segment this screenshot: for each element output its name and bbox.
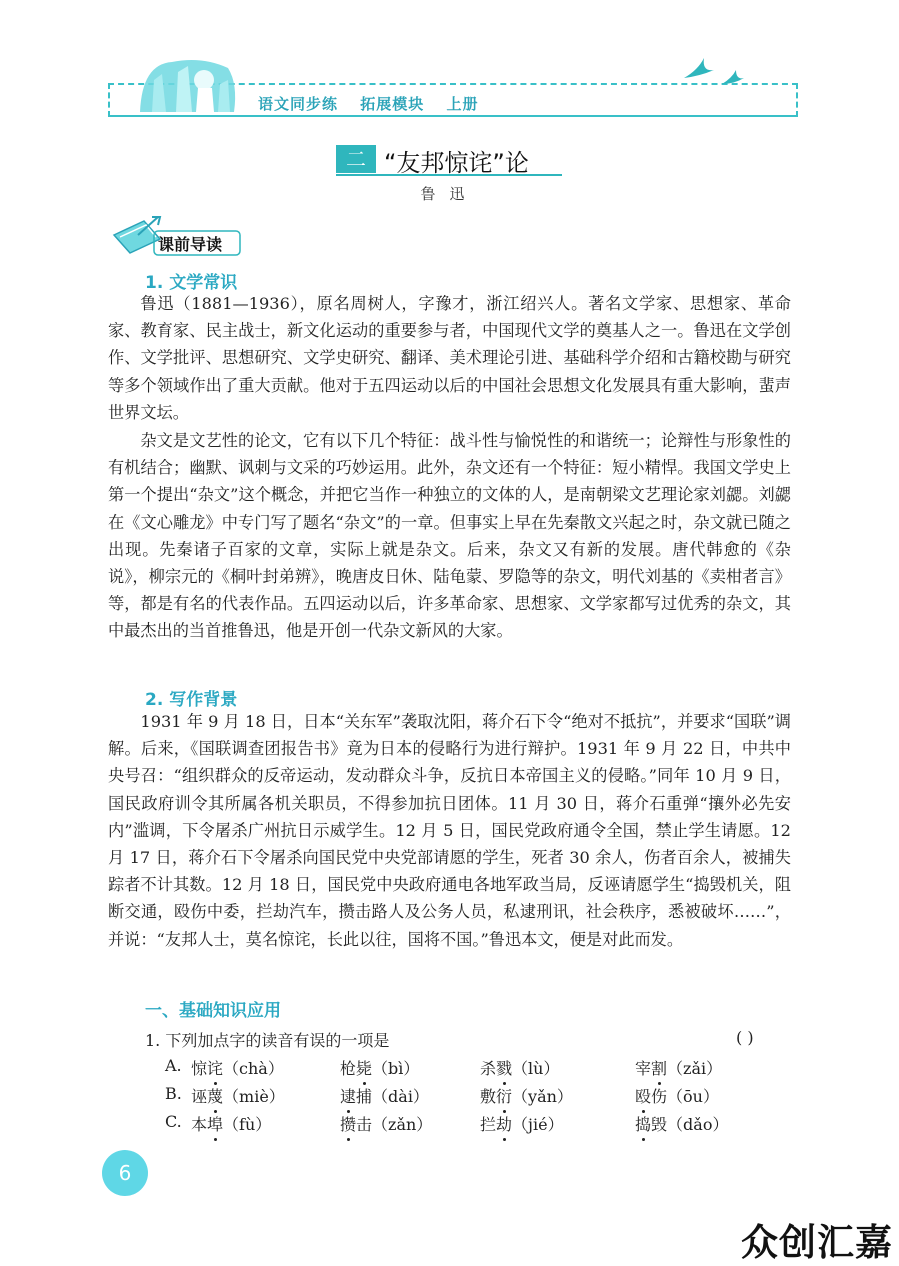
answer-blank[interactable]: ( ): [736, 1028, 754, 1047]
lesson-title-text: “友邦惊诧”论: [384, 149, 529, 177]
option-item: 杀戮（lù）: [480, 1056, 559, 1079]
paragraph: 1931 年 9 月 18 日，日本“关东军”袭取沈阳，蒋介石下令“绝对不抵抗”，并要求“国联”调解。后来，《国联调查团报告书》竟为日本的侵略行为进行辩护。1931 年 9 月 22 日，中共中央号召：“组织群众的反帝运动，发动群众斗争，反抗日本帝国主义的侵略。”同年 10 月 9 日，国民政府训令其所属各机关职员，不得参加抗日团体。11 月 30 日，蒋介石重弹“攘外必先安内”滥调，下令屠杀广州抗日示威学生。12 月 5 日，国民党政府通令全国，禁止学生请愿。12 月 17 日，蒋介石下令屠杀向国民党中央党部请愿的学生，死者 30 余人，伤者百余人，被捕失踪者不计其数。12 月 18 日，国民党中央政府通电各地军政当局，反诬请愿学生“捣毁机关，阻断交通，殴伤中委，拦劫汽车，攒击路人及公务人员，私逮刑讯，社会秩序，悉被破坏……”，并说：“友邦人士，莫名惊诧，长此以往，国将不国。”鲁迅本文，便是对此而发。: [108, 712, 791, 949]
question-text: 1. 下列加点字的读音有误的一项是: [145, 1031, 390, 1050]
exercise-heading: 一、基础知识应用: [145, 1001, 281, 1021]
header-title: [258, 93, 495, 114]
option-item: 本埠（fù）: [191, 1112, 271, 1135]
option-item: 敷衍（yǎn）: [480, 1084, 573, 1107]
watermark: 众创汇嘉: [741, 1221, 893, 1264]
option-item: 攒击（zǎn）: [340, 1112, 432, 1135]
option-item: 惊诧（chà）: [191, 1056, 284, 1079]
option-item: 殴伤（ōu）: [635, 1084, 719, 1107]
lesson-title: [336, 143, 562, 179]
section-heading: 2. 写作背景: [145, 690, 238, 710]
author: 鲁迅: [420, 185, 479, 203]
preview-label: 课前导读: [158, 235, 223, 254]
section-heading: 1. 文学常识: [145, 273, 238, 293]
page-number: 6: [102, 1150, 148, 1196]
header-illustration-icon: [132, 54, 242, 114]
option-item: 诬蔑（miè）: [191, 1084, 285, 1107]
option-item: 拦劫（jié）: [480, 1112, 564, 1135]
title-underline: [336, 174, 562, 176]
option-item: 逮捕（dài）: [340, 1084, 429, 1107]
paragraph: 杂文是文艺性的论文，它有以下几个特征：战斗性与愉悦性的和谐统一；论辩性与形象性的有机结合；幽默、讽刺与文采的巧妙运用。此外，杂文还有一个特征：短小精悍。我国文学史上第一个提出“杂文”这个概念，并把它当作一种独立的文体的人，是南朝梁文艺理论家刘勰。刘勰在《文心雕龙》中专门写了题名“杂文”的一章。但事实上早在先秦散文兴起之时，杂文就已随之出现。先秦诸子百家的文章，实际上就是杂文。后来，杂文又有新的发展。唐代韩愈的《杂说》，柳宗元的《桐叶封弟辨》，晚唐皮日休、陆龟蒙、罗隐等的杂文，明代刘基的《卖柑者言》等，都是有名的代表作品。五四运动以后，许多革命家、思想家、文学家都写过优秀的杂文，其中最杰出的当首推鲁迅，他是开创一代杂文新风的大家。: [108, 431, 791, 641]
header-item: 上册: [446, 95, 479, 113]
option-label: A.: [165, 1056, 182, 1075]
header-item: 拓展模块: [360, 95, 425, 113]
option-item: 枪毙（bì）: [340, 1056, 419, 1079]
paragraph: 鲁迅（1881—1936），原名周树人，字豫才，浙江绍兴人。著名文学家、思想家、革命家、教育家、民主战士，新文化运动的重要参与者，中国现代文学的奠基人之一。鲁迅在文学创作、文学批评、思想研究、文学史研究、翻译、美术理论引进、基础科学介绍和古籍校勘与研究等多个领域作出了重大贡献。他对于五四运动以后的中国社会思想文化发展具有重大影响，蜚声世界文坛。: [108, 294, 791, 422]
option-item: 捣毁（dǎo）: [635, 1112, 728, 1135]
birds-icon: [680, 50, 750, 90]
option-label: B.: [165, 1084, 182, 1103]
option-item: 宰割（zǎi）: [635, 1056, 722, 1079]
lesson-number: 二: [336, 145, 376, 173]
header-item: 语文同步练: [258, 95, 339, 113]
option-label: C.: [165, 1112, 182, 1131]
